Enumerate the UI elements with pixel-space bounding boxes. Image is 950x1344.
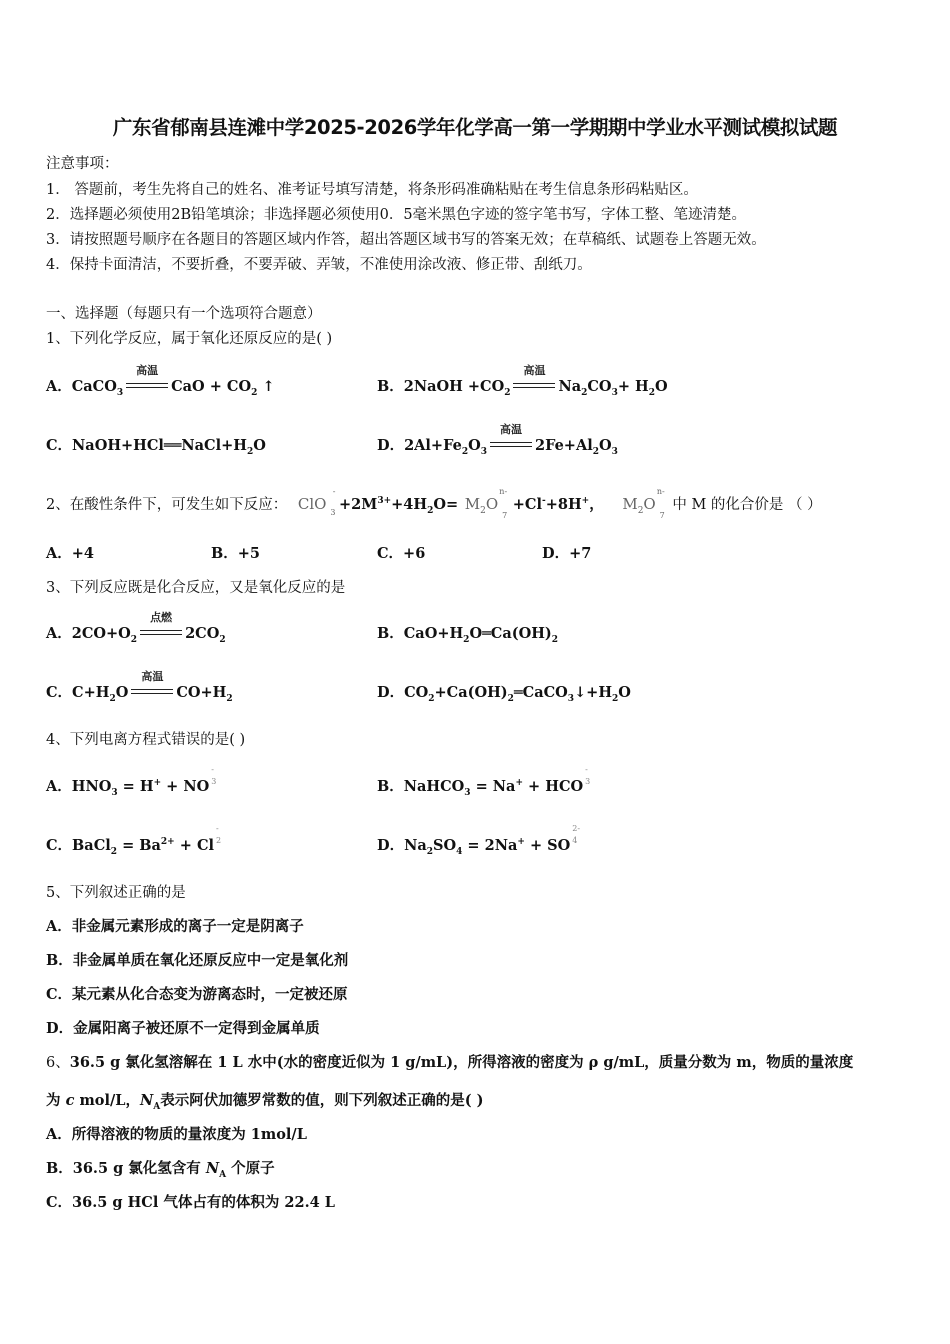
q5-option-d: D．金属阳离子被还原不一定得到金属单质 xyxy=(46,1020,320,1037)
q4-stem: 4、下列电离方程式错误的是( ) xyxy=(46,732,246,748)
notice-item-4: 4．保持卡面清洁，不要折叠，不要弄破、弄皱，不准使用涂改液、修正带、刮纸刀。 xyxy=(46,257,592,273)
q5-option-b: B．非金属单质在氧化还原反应中一定是氧化剂 xyxy=(46,952,349,969)
q6-option-a: A．所得溶液的物质的量浓度为 1mol/L xyxy=(46,1126,307,1143)
q2-option-c: C．+6 xyxy=(377,545,426,562)
q2-option-b: B．+5 xyxy=(211,545,260,562)
q3-option-d: D．$CO_2+Ca(OH)_2═CaCO_3↓+H_2O$ xyxy=(377,684,631,704)
reaction-condition-arrow: 高温 xyxy=(131,688,173,698)
q4-option-d: D．$Na_2SO_4 = 2Na^+$ + SO 2- 4 xyxy=(377,834,584,857)
notice-item-2: 2．选择题必须使用2B铅笔填涂；非选择题必须使用0．5毫米黑色字迹的签字笔书写，字体工整、笔迹清楚。 xyxy=(46,207,747,223)
ion-charge: - 2 xyxy=(216,824,222,845)
q3-stem: 3、下列反应既是化合反应，又是氧化反应的是 xyxy=(46,580,346,596)
ion-charge: - 3 xyxy=(211,765,217,786)
section-heading: 一、选择题（每题只有一个选项符合题意） xyxy=(46,306,322,322)
reaction-condition-arrow: 高温 xyxy=(126,382,168,392)
q1-option-c: C．$NaOH+HCl══NaCl+H_2O$ xyxy=(46,437,266,457)
ion-charge: 2- 4 xyxy=(572,824,581,845)
ion-charge: - 3 xyxy=(585,765,591,786)
q5-stem: 5、下列叙述正确的是 xyxy=(46,885,186,901)
q1-stem: 1、下列化学反应，属于氧化还原反应的是( ) xyxy=(46,331,333,347)
q6-option-c: C．36.5 g HCl 气体占有的体积为 22.4 L xyxy=(46,1194,335,1211)
m2o7-ion: $M_2O$ n- 7 xyxy=(464,487,508,520)
reaction-condition-arrow: 点燃 xyxy=(140,629,182,639)
q5-option-a: A．非金属元素形成的离子一定是阴离子 xyxy=(46,918,304,935)
notice-heading: 注意事项： xyxy=(46,156,119,172)
q6-stem-line-1: 6、36.5 g 氯化氢溶解在 1 L 水中(水的密度近似为 1 g/mL)，所得溶液的密度为 ρ g/mL，质量分数为 m，物质的量浓度 xyxy=(46,1054,854,1071)
q1-option-b: B．2NaOH $+CO_2$ 高温 $Na_2CO_3+ H_2O$ xyxy=(377,364,668,398)
q3-option-a: A．$2CO+O_2$ 点燃 $2CO_2$ xyxy=(46,611,226,645)
q3-option-c: C．$C+H_2O$ 高温 $CO+H_2$ xyxy=(46,670,233,704)
notice-item-1: 1． 答题前，考生先将自己的姓名、准考证号填写清楚，将条形码准确粘贴在考生信息条形码粘贴区。 xyxy=(46,182,698,198)
q4-option-a: A．$HNO_3 = H^+$ + NO - 3 xyxy=(46,775,223,798)
reaction-condition-arrow: 高温 xyxy=(513,382,555,392)
q3-option-b: B．$CaO+H_2O═Ca(OH)_2$ xyxy=(377,625,559,645)
q2-option-d: D．+7 xyxy=(542,545,592,562)
q6-stem-line-2: 为 c mol/L，$N_A$表示阿伏加德罗常数的值，则下列叙述正确的是( ) xyxy=(46,1092,484,1112)
q4-option-b: B．NaHCO$_3$ = Na+ + HCO - 3 xyxy=(377,775,597,798)
q1-option-a: A．CaCO$_3$ 高温 CaO + $CO_2$ ↑ xyxy=(46,364,275,398)
notice-item-3: 3．请按照题号顺序在各题目的答题区域内作答，超出答题区域书写的答案无效；在草稿纸、试题卷上答题无效。 xyxy=(46,232,766,248)
q5-option-c: C．某元素从化合态变为游离态时，一定被还原 xyxy=(46,986,348,1003)
q1-option-d: D．$2Al+Fe_2O_3$ 高温 $2Fe+Al_2O_3$ xyxy=(377,423,618,457)
q6-option-b: B．36.5 g 氯化氢含有 $N_A$ 个原子 xyxy=(46,1160,275,1180)
exam-title: 广东省郁南县连滩中学2025-2026学年化学高一第一学期期中学业水平测试模拟试题 xyxy=(112,116,838,139)
reaction-condition-arrow: 高温 xyxy=(490,441,532,451)
q4-option-c: C．BaCl$_2$ = $Ba^{2+} + Cl$ - 2 xyxy=(46,834,228,857)
chlorate-ion: ClO - 3 xyxy=(297,487,336,517)
q2-option-a: A．+4 xyxy=(46,545,94,562)
q2-stem: 2、在酸性条件下，可发生如下反应： ClO - 3 $+2M^{3+}+4H_2O= M_2O$ n- 7 +Cl-+8H+， $M_2O$ n- 7 中 M 的化合价是 （ ） xyxy=(46,487,822,520)
m2o7-ion-ref: $M_2O$ n- 7 xyxy=(622,487,665,520)
